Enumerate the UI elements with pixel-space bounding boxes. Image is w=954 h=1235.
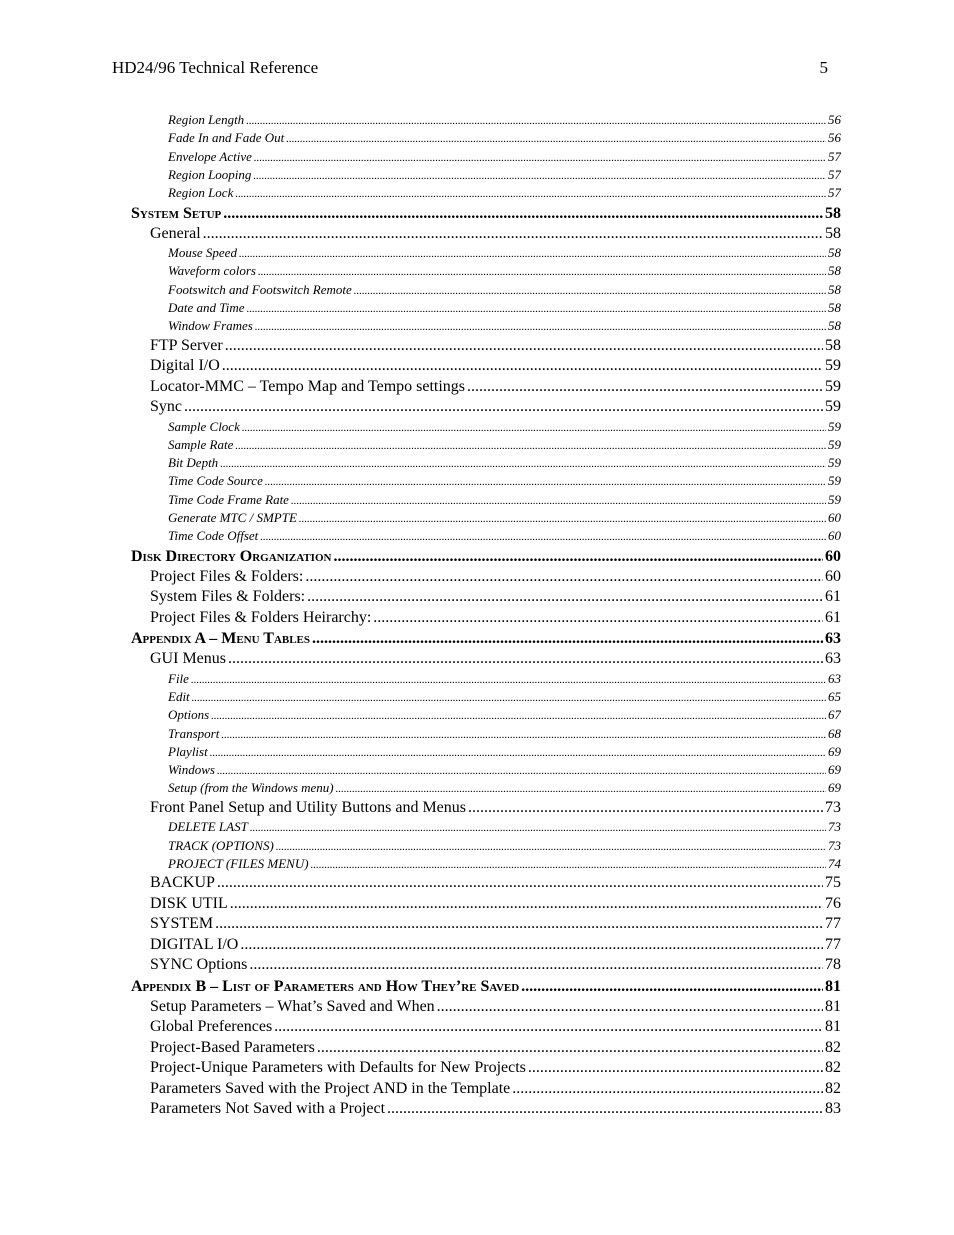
toc-entry-title: Project-Unique Parameters with Defaults for New Projects — [150, 1059, 526, 1077]
dot-leader — [203, 224, 823, 244]
toc-entry-title: Window Frames — [168, 318, 253, 334]
toc-entry-title: Windows — [168, 762, 215, 778]
toc-entry-title: SYSTEM — [150, 915, 214, 933]
toc-entry-page: 82 — [825, 1079, 841, 1097]
toc-entry-page: 82 — [825, 1059, 841, 1077]
toc-entry-title: DIGITAL I/O — [150, 935, 239, 953]
toc-entry-title: Generate MTC / SMPTE — [168, 510, 297, 525]
toc-entry-page: 59 — [828, 473, 841, 489]
dot-leader — [354, 282, 826, 299]
dot-leader — [317, 1038, 823, 1058]
toc-entry-title: DISK UTIL — [150, 894, 228, 912]
toc-entry-title: System Files & Folders: — [150, 588, 306, 606]
toc-entry-title: Time Code Frame Rate — [168, 491, 289, 507]
toc-entry-page: 77 — [825, 915, 841, 933]
toc-entry-page: 81 — [825, 1018, 841, 1036]
toc-entry-page: 58 — [828, 245, 841, 260]
toc-subentry[interactable] — [168, 837, 841, 855]
dot-leader — [217, 873, 823, 893]
toc-entry-title: Project-Based Parameters — [150, 1038, 315, 1056]
toc-entry[interactable] — [150, 914, 841, 934]
toc-entry-page: 59 — [825, 377, 841, 395]
toc-entry-title: Appendix A – Menu Tables — [131, 630, 311, 648]
toc-entry-page: 65 — [828, 688, 841, 704]
toc-entry-title: Time Code Source — [168, 473, 263, 489]
toc-entry-page: 69 — [828, 762, 841, 778]
toc-entry-page: 69 — [828, 780, 841, 796]
dot-leader — [333, 546, 823, 568]
toc-entry[interactable] — [150, 1038, 841, 1058]
toc-entry[interactable] — [150, 1017, 841, 1037]
dot-leader — [217, 762, 826, 779]
toc-entry-page: 75 — [825, 874, 841, 892]
dot-leader — [305, 567, 823, 587]
toc-entry-title: Date and Time — [168, 299, 245, 315]
toc-section-entry[interactable] — [131, 628, 841, 650]
toc-entry-page: 59 — [828, 455, 841, 471]
toc-entry-title: Project Files & Folders: — [150, 567, 304, 585]
toc-entry-page: 61 — [825, 608, 841, 626]
toc-entry-page: 58 — [828, 263, 841, 279]
toc-entry-page: 74 — [828, 855, 841, 871]
toc-entry-title: Envelope Active — [168, 148, 252, 164]
toc-subentry[interactable] — [168, 855, 841, 873]
toc-entry-page: 63 — [825, 630, 841, 648]
toc-entry-page: 59 — [825, 357, 841, 374]
toc-entry[interactable] — [150, 356, 841, 376]
toc-entry-page: 76 — [825, 894, 841, 912]
dot-leader — [467, 377, 823, 397]
toc-entry-title: Setup Parameters – What’s Saved and When — [150, 997, 435, 1015]
dot-leader — [184, 397, 823, 417]
toc-entry-page: 77 — [825, 935, 841, 953]
toc-entry-page: 56 — [828, 130, 841, 146]
toc-subentry[interactable] — [168, 818, 841, 836]
toc-subentry[interactable] — [168, 184, 841, 202]
dot-leader — [249, 955, 823, 975]
document-title: HD24/96 Technical Reference — [112, 58, 319, 77]
toc-entry-page: 81 — [825, 997, 841, 1015]
toc-entry-page: 57 — [828, 148, 841, 164]
toc-entry[interactable] — [150, 1079, 841, 1099]
toc-entry-title: SYNC Options — [150, 956, 248, 974]
toc-entry-page: 58 — [828, 318, 841, 334]
dot-leader — [255, 318, 826, 335]
toc-entry[interactable] — [150, 377, 841, 397]
toc-subentry[interactable] — [168, 129, 841, 147]
dot-leader — [336, 780, 826, 797]
toc-entry-title: Footswitch and Footswitch Remote — [168, 281, 352, 297]
toc-entry-page: 59 — [828, 491, 841, 507]
toc-subentry[interactable] — [168, 743, 841, 761]
toc-entry-page: 60 — [825, 547, 841, 565]
toc-entry-page: 73 — [828, 837, 841, 853]
dot-leader — [265, 473, 826, 490]
toc-entry[interactable] — [150, 1058, 841, 1078]
dot-leader — [528, 1058, 823, 1078]
dot-leader — [373, 608, 823, 628]
toc-entry-page: 59 — [828, 436, 841, 452]
dot-leader — [222, 356, 823, 376]
toc-subentry[interactable] — [168, 281, 841, 299]
toc-subentry[interactable] — [168, 454, 841, 472]
dot-leader — [260, 528, 826, 545]
toc-entry[interactable] — [150, 935, 841, 955]
toc-entry-page: 56 — [828, 112, 841, 127]
toc-entry[interactable] — [150, 567, 841, 587]
dot-leader — [437, 997, 823, 1017]
toc-subentry[interactable] — [168, 299, 841, 317]
toc-entry-title: Appendix B – List of Parameters and How They’re Saved — [131, 977, 520, 995]
toc-section-entry[interactable] — [131, 976, 841, 998]
dot-leader — [230, 894, 823, 914]
dot-leader — [221, 726, 826, 743]
dot-leader — [291, 492, 826, 509]
toc-entry[interactable] — [150, 587, 841, 607]
toc-entry-title: TRACK (OPTIONS) — [168, 837, 274, 853]
dot-leader — [211, 707, 826, 724]
toc-subentry[interactable] — [168, 262, 841, 280]
toc-entry[interactable] — [150, 649, 841, 669]
dot-leader — [311, 856, 826, 873]
toc-entry-page: 81 — [825, 977, 841, 995]
dot-leader — [191, 671, 826, 688]
toc-subentry[interactable] — [168, 509, 841, 527]
toc-entry-title: File — [168, 670, 189, 686]
toc-entry-title: PROJECT (FILES MENU) — [168, 855, 309, 871]
toc-entry-page: 58 — [825, 336, 841, 354]
toc-subentry[interactable] — [168, 436, 841, 454]
toc-entry-title: Transport — [168, 725, 220, 741]
dot-leader — [239, 245, 826, 262]
toc-subentry[interactable] — [168, 761, 841, 779]
dot-leader — [235, 185, 826, 202]
toc-entry[interactable] — [150, 873, 841, 893]
toc-entry-title: System Setup — [131, 204, 222, 222]
toc-section-entry[interactable] — [131, 546, 841, 568]
toc-entry-page: 68 — [828, 725, 841, 741]
dot-leader — [387, 1099, 823, 1119]
toc-entry-page: 63 — [828, 670, 841, 686]
dot-leader — [276, 838, 826, 855]
toc-entry[interactable] — [150, 1099, 841, 1119]
toc-entry[interactable] — [150, 397, 841, 417]
toc-entry-page: 57 — [828, 185, 841, 201]
toc-entry[interactable] — [150, 224, 841, 244]
toc-entry-page: 73 — [828, 819, 841, 835]
dot-leader — [312, 628, 823, 650]
dot-leader — [258, 263, 826, 280]
toc-entry-title: Sync — [150, 398, 182, 415]
toc-subentry[interactable] — [168, 472, 841, 490]
dot-leader — [223, 203, 823, 225]
toc-entry-page: 59 — [828, 418, 841, 434]
dot-leader — [512, 1079, 823, 1099]
toc-entry-title: Sample Clock — [168, 418, 240, 434]
dot-leader — [192, 689, 826, 706]
toc-entry-page: 58 — [825, 204, 841, 222]
dot-leader — [220, 455, 826, 472]
toc-entry-page: 69 — [828, 743, 841, 759]
toc-subentry[interactable] — [168, 688, 841, 706]
toc-entry-page: 78 — [825, 956, 841, 974]
toc-entry-page: 60 — [828, 528, 841, 544]
toc-entry-title: Region Length — [168, 112, 245, 127]
toc-entry[interactable] — [150, 798, 841, 818]
toc-entry-title: Time Code Offset — [168, 528, 259, 544]
toc-entry-page: 60 — [825, 567, 841, 585]
dot-leader — [242, 419, 826, 436]
toc-entry-title: Global Preferences — [150, 1018, 273, 1036]
toc-subentry[interactable] — [168, 111, 841, 129]
toc-entry-title: BACKUP — [150, 874, 215, 892]
toc-entry-page: 67 — [828, 707, 841, 723]
dot-leader — [286, 130, 826, 147]
toc-section-entry[interactable] — [131, 203, 841, 225]
dot-leader — [521, 976, 823, 998]
toc-subentry[interactable] — [168, 527, 841, 545]
toc-entry-title: Setup (from the Windows menu) — [168, 780, 334, 796]
toc-entry-page: 59 — [825, 398, 841, 415]
toc-entry-title: FTP Server — [150, 336, 223, 354]
toc-entry-title: General — [150, 224, 201, 242]
toc-subentry[interactable] — [168, 317, 841, 335]
toc-entry-title: Region Lock — [168, 185, 234, 201]
dot-leader — [274, 1017, 823, 1037]
toc-entry-page: 57 — [828, 166, 841, 182]
toc-entry-page: 61 — [825, 588, 841, 606]
toc-entry-title: Parameters Not Saved with a Project — [150, 1100, 386, 1118]
page-header — [112, 57, 828, 79]
toc-entry-title: Playlist — [168, 743, 208, 759]
toc-entry-title: Sample Rate — [168, 436, 234, 452]
toc-subentry[interactable] — [168, 670, 841, 688]
toc-subentry[interactable] — [168, 706, 841, 724]
toc-subentry[interactable] — [168, 148, 841, 166]
dot-leader — [468, 798, 823, 818]
dot-leader — [299, 510, 826, 527]
dot-leader — [250, 819, 826, 836]
toc-entry[interactable] — [150, 336, 841, 356]
toc-entry[interactable] — [150, 997, 841, 1017]
toc-entry-page: 58 — [828, 281, 841, 297]
toc-entry-page: 58 — [825, 224, 841, 242]
dot-leader — [253, 167, 826, 184]
toc-subentry[interactable] — [168, 418, 841, 436]
toc-entry-title: Disk Directory Organization — [131, 547, 332, 565]
toc-subentry[interactable] — [168, 725, 841, 743]
toc-entry-page: 83 — [825, 1100, 841, 1118]
dot-leader — [247, 300, 826, 317]
toc-entry-title: GUI Menus — [150, 650, 226, 668]
toc-entry-page: 60 — [828, 510, 841, 525]
dot-leader — [228, 649, 823, 669]
toc-subentry[interactable] — [168, 491, 841, 509]
toc-entry-title: Region Looping — [168, 166, 252, 182]
toc-entry-title: Parameters Saved with the Project AND in the Template — [150, 1079, 511, 1097]
dot-leader — [246, 112, 826, 129]
toc-entry-page: 73 — [825, 798, 841, 816]
toc-entry-title: Bit Depth — [168, 455, 219, 471]
dot-leader — [240, 935, 823, 955]
toc-entry-title: Waveform colors — [168, 263, 256, 279]
toc-subentry[interactable] — [168, 166, 841, 184]
dot-leader — [210, 744, 826, 761]
dot-leader — [215, 914, 823, 934]
dot-leader — [254, 149, 826, 166]
toc-subentry[interactable] — [168, 779, 841, 797]
toc-entry-title: Digital I/O — [150, 357, 220, 374]
toc-entry-title: Edit — [168, 688, 190, 704]
toc-entry[interactable] — [150, 955, 841, 975]
toc-entry-page: 63 — [825, 650, 841, 668]
toc-subentry[interactable] — [168, 244, 841, 262]
toc-entry-page: 58 — [828, 299, 841, 315]
dot-leader — [235, 437, 826, 454]
toc-entry-title: Front Panel Setup and Utility Buttons and Menus — [150, 798, 466, 816]
toc-entry-page: 82 — [825, 1038, 841, 1056]
dot-leader — [307, 587, 823, 607]
toc-entry-title: Project Files & Folders Heirarchy: — [150, 608, 372, 626]
dot-leader — [225, 336, 823, 356]
toc-entry-title: Locator-MMC – Tempo Map and Tempo settings — [150, 377, 466, 395]
page-number: 5 — [819, 58, 828, 77]
toc-entry[interactable] — [150, 608, 841, 628]
toc-entry-title: Options — [168, 707, 210, 723]
toc-entry-title: Fade In and Fade Out — [168, 130, 285, 146]
toc-entry-title: Mouse Speed — [168, 245, 237, 260]
toc-entry-title: DELETE LAST — [168, 819, 248, 835]
toc-entry[interactable] — [150, 894, 841, 914]
